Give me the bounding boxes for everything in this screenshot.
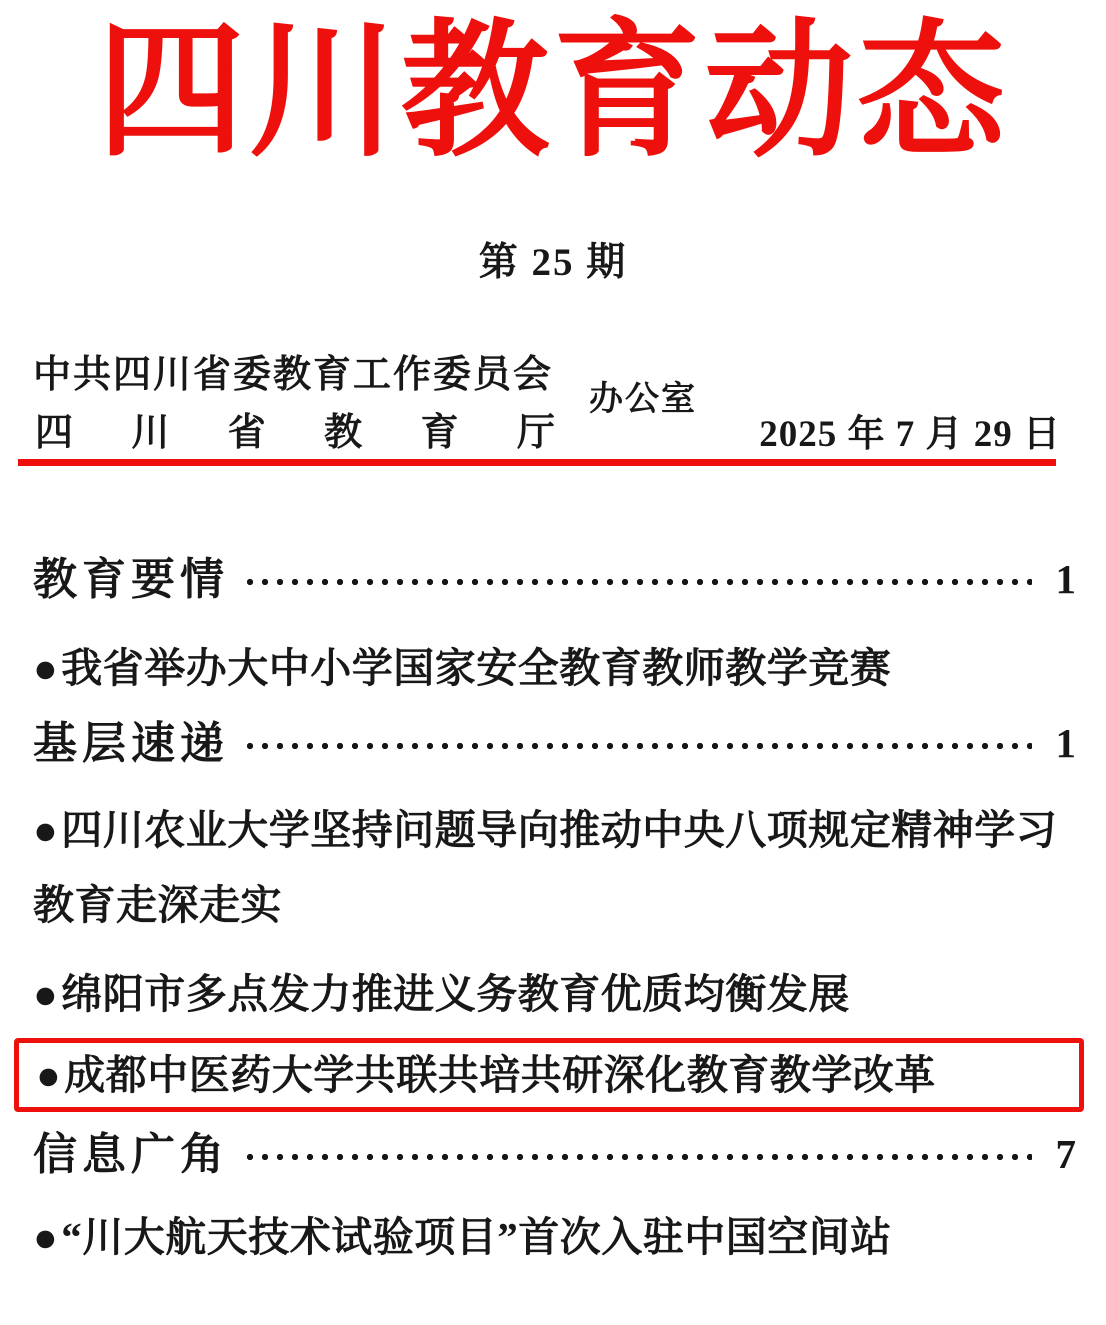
dot-leader bbox=[245, 1152, 1032, 1162]
org-char: 川 bbox=[131, 411, 170, 454]
toc-section-label: 信息广角 bbox=[33, 1129, 229, 1179]
toc-section-information-corner bbox=[33, 1117, 1076, 1192]
toc-page-number: 7 bbox=[1055, 1130, 1076, 1177]
toc-section-grassroots-express bbox=[33, 706, 1076, 781]
toc-item-text: 成都中医药大学共联共培共研深化教育教学改革 bbox=[64, 1051, 936, 1098]
highlighted-entry-box bbox=[14, 1038, 1084, 1112]
bullet-icon: ● bbox=[33, 970, 59, 1017]
org-char: 四 bbox=[35, 411, 74, 454]
issue-number: 第 25 期 bbox=[478, 240, 628, 284]
bullet-icon: ● bbox=[36, 1051, 62, 1098]
toc-item bbox=[33, 1200, 1076, 1275]
toc-item-text: “川大航天技术试验项目”首次入驻中国空间站 bbox=[61, 1213, 892, 1260]
bullet-icon: ● bbox=[33, 1213, 59, 1260]
toc-item bbox=[33, 957, 1076, 1032]
toc-item-text: 我省举办大中小学国家安全教育教师教学竞赛 bbox=[61, 644, 892, 691]
toc-section-education-highlights bbox=[33, 542, 1076, 617]
toc-section-label: 教育要情 bbox=[33, 554, 229, 604]
org-line-committee: 中共四川省委教育工作委员会 bbox=[33, 353, 554, 396]
red-divider-line bbox=[18, 459, 1056, 466]
masthead bbox=[33, 337, 1071, 455]
toc-item-text: 绵阳市多点发力推进义务教育优质均衡发展 bbox=[61, 970, 850, 1017]
toc-page-number: 1 bbox=[1055, 555, 1076, 602]
org-char: 育 bbox=[420, 411, 459, 454]
dot-leader bbox=[245, 577, 1032, 587]
toc-item-text: 四川农业大学坚持问题导向推动中央八项规定精神学习教育走深走实 bbox=[33, 806, 1058, 928]
toc-page-number: 1 bbox=[1055, 719, 1076, 766]
table-of-contents bbox=[33, 542, 1076, 1275]
toc-item bbox=[33, 793, 1076, 943]
bulletin-page bbox=[0, 9, 1106, 1325]
org-char: 省 bbox=[227, 411, 266, 454]
toc-item-highlighted bbox=[36, 1044, 1073, 1106]
toc-item bbox=[33, 631, 1076, 706]
org-char: 教 bbox=[324, 411, 363, 454]
bullet-icon: ● bbox=[33, 806, 59, 853]
office-label: 办公室 bbox=[589, 380, 697, 418]
bulletin-title: 四川教育动态 bbox=[97, 9, 1009, 174]
toc-section-label: 基层速递 bbox=[33, 718, 229, 768]
org-char: 厅 bbox=[516, 411, 555, 454]
org-line-department bbox=[35, 401, 555, 456]
dot-leader bbox=[245, 741, 1032, 751]
bullet-icon: ● bbox=[33, 644, 59, 691]
issue-date: 2025 年 7 月 29 日 bbox=[759, 413, 1061, 455]
